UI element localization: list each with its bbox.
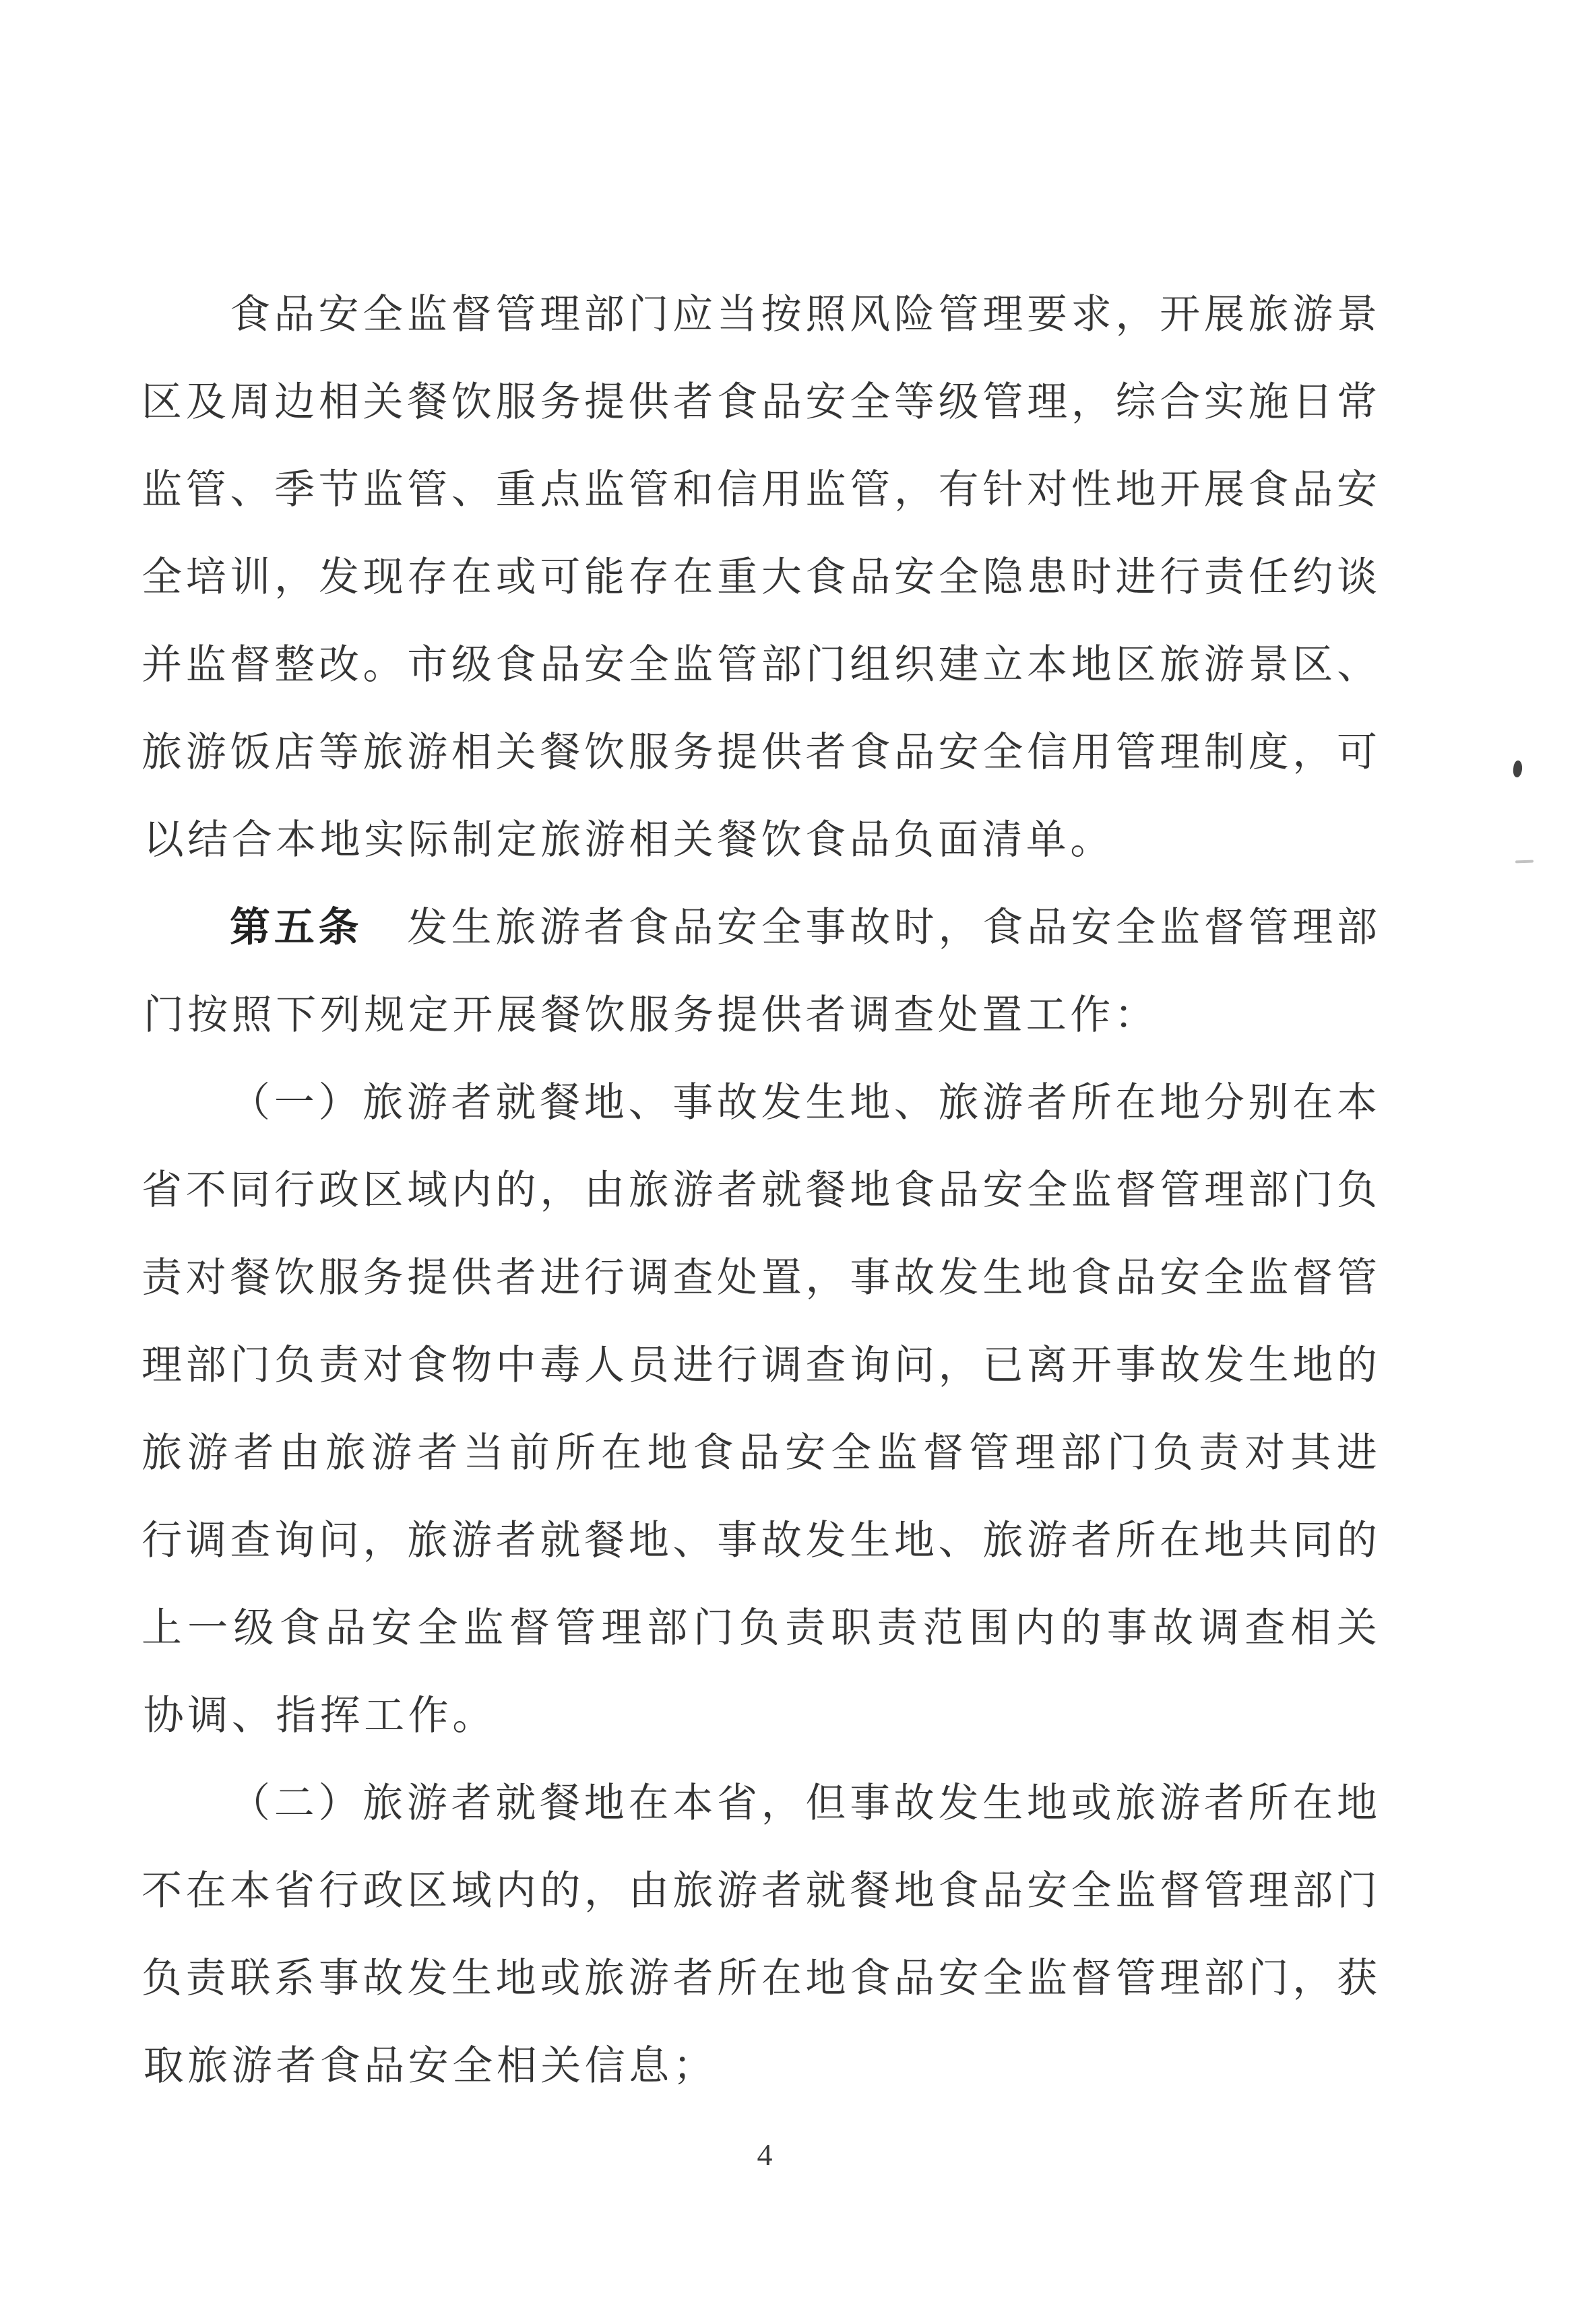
text-line: 省 不 同 行 政 区 域 内 的 ， 由 旅 游 者 就 餐 地 食 品 安 全 监 督 管 理 部 门 负 (141, 1168, 1377, 1213)
text-line: 协 调 、 指 挥 工 作 。 (143, 1693, 493, 1738)
text-line: 旅 游 者 由 旅 游 者 当 前 所 在 地 食 品 安 全 监 督 管 理 部 门 负 责 对 其 进 (141, 1431, 1377, 1475)
para-item-2 (141, 1756, 1377, 2106)
text-line: 并 监 督 整 改 。 市 级 食 品 安 全 监 管 部 门 组 织 建 立 本 地 区 旅 游 景 区 、 (141, 643, 1377, 687)
text-line: 监 管 、 季 节 监 管 、 重 点 监 管 和 信 用 监 管 ， 有 针 对 性 地 开 展 食 品 安 (141, 467, 1377, 512)
scan-dash-artifact (1515, 860, 1534, 864)
text-line: 门 按 照 下 列 规 定 开 展 餐 饮 服 务 提 供 者 调 查 处 置 工 作 ： (143, 993, 1155, 1037)
text-line: 区 及 周 边 相 关 餐 饮 服 务 提 供 者 食 品 安 全 等 级 管 理 ， 综 合 实 施 日 常 (141, 380, 1377, 424)
text-line: 行 调 查 询 问 ， 旅 游 者 就 餐 地 、 事 故 发 生 地 、 旅 游 者 所 在 地 共 同 的 (141, 1518, 1377, 1563)
text-line: 第 五 条 发 生 旅 游 者 食 品 安 全 事 故 时 ， 食 品 安 全 监 督 管 理 部 (230, 905, 1377, 950)
text-line: 负 责 联 系 事 故 发 生 地 或 旅 游 者 所 在 地 食 品 安 全 监 督 管 理 部 门 ， 获 (141, 1956, 1377, 2001)
para-article-5 (141, 880, 1377, 1056)
text-line: 以 结 合 本 地 实 际 制 定 旅 游 相 关 餐 饮 食 品 负 面 清 单 。 (143, 818, 1111, 862)
para-item-1 (141, 1056, 1377, 1756)
text-block (141, 267, 1377, 2106)
text-line: 全 培 训 ， 发 现 存 在 或 可 能 存 在 重 大 食 品 安 全 隐 患 时 进 行 责 任 约 谈 (141, 555, 1377, 600)
text-line: （ 一 ） 旅 游 者 就 餐 地 、 事 故 发 生 地 、 旅 游 者 所 在 地 分 别 在 本 (230, 1080, 1377, 1125)
text-line: 取 旅 游 者 食 品 安 全 相 关 信 息 ； (143, 2044, 714, 2088)
page-number: 4 (757, 2137, 773, 2172)
text-line: 责 对 餐 饮 服 务 提 供 者 进 行 调 查 处 置 ， 事 故 发 生 地 食 品 安 全 监 督 管 (141, 1256, 1377, 1300)
text-line: 不 在 本 省 行 政 区 域 内 的 ， 由 旅 游 者 就 餐 地 食 品 安 全 监 督 管 理 部 门 (141, 1869, 1377, 1913)
text-line: 上 一 级 食 品 安 全 监 督 管 理 部 门 负 责 职 责 范 围 内 的 事 故 调 查 相 关 (141, 1606, 1377, 1650)
ink-speck-artifact (1513, 760, 1523, 777)
para-risk-management (141, 267, 1377, 880)
text-line: 旅 游 饭 店 等 旅 游 相 关 餐 饮 服 务 提 供 者 食 品 安 全 信 用 管 理 制 度 ， 可 (141, 730, 1377, 775)
text-line: 理 部 门 负 责 对 食 物 中 毒 人 员 进 行 调 查 询 问 ， 已 离 开 事 故 发 生 地 的 (141, 1343, 1377, 1388)
text-line: 食 品 安 全 监 督 管 理 部 门 应 当 按 照 风 险 管 理 要 求 ， 开 展 旅 游 景 (230, 292, 1377, 337)
text-line: （ 二 ） 旅 游 者 就 餐 地 在 本 省 ， 但 事 故 发 生 地 或 旅 游 者 所 在 地 (230, 1781, 1377, 1826)
